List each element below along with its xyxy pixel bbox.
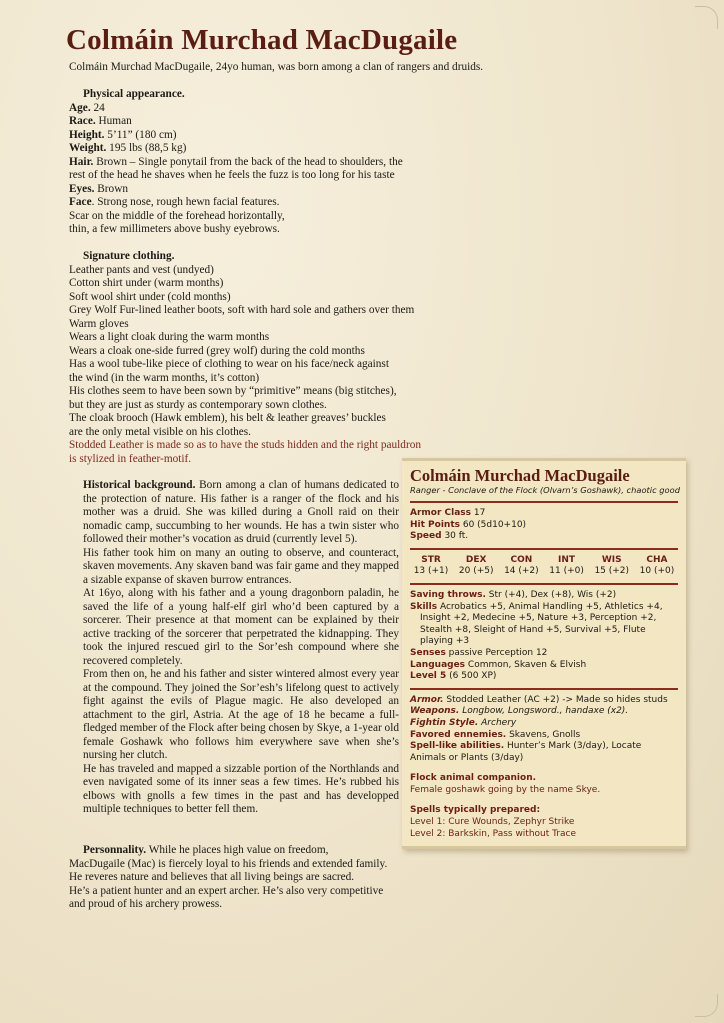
clothing-note-cont: is stylized in feather-motif. [69,452,192,465]
personality-line: and proud of his archery prowess. [69,898,223,910]
clothing-item: but they are just as sturdy as contemporary sown clothes. [69,398,327,411]
personality-line: MacDugaile (Mac) is fiercely loyal to his friends and extended family. [69,857,388,870]
ability-name: DEX [465,554,487,565]
hair-row-cont: rest of the head he shaves when he feels the fuzz is too long for his taste [69,169,395,181]
clothing-item: Has a wool tube-like piece of clothing to wear on his face/neck against [69,358,389,370]
history-paragraph: Historical background. Born among a clan of humans dedicated to the protection of nature. His father is a ranger of the flock and his mother was a druid. She was killed during a Gnoll raid on their nomadic camp, succumbing to her wounds. He has a twin sister who followed their mother’s vocation as druid (currently level 5). [83,479,399,545]
clothing-item: Cotton shirt under (warm months) [69,277,224,289]
fighting-style-row: Fightin Style. Archery [410,717,517,728]
clothing-heading: Signature clothing. [83,250,175,262]
personality-section [69,844,419,912]
divider [410,548,678,550]
ability-value: 13 (+1) [413,566,449,577]
weapons-row: Weapons. Longbow, Longsword., handaxe (x2). [410,706,629,717]
ability-value: 11 (+0) [549,566,584,577]
languages-row: Languages Common, Skaven & Elvish [410,659,587,670]
clothing-item: Leather pants and vest (undyed) [69,263,214,276]
clothing-item: Wears a cloak one-side furred (grey wolf) during the cold months [69,344,365,357]
level-row: Level 5 (6 500 XP) [410,671,497,682]
companion-heading: Flock animal companion. [410,773,537,784]
clothing-item: are the only metal visible on his clothes. [69,425,251,438]
ability-name: WIS [601,554,622,565]
clothing-item: Warm gloves [69,317,129,330]
armor-row: Armor. Stodded Leather (AC +2) -> Made so hides studs [410,694,668,705]
height-row: Height. 5’11” (180 cm) [69,128,177,141]
personality-line: He reveres nature and believes that all living beings are sacred. [69,871,355,883]
physical-section [69,88,403,237]
divider [410,501,678,503]
page-corner-ornament [695,6,718,29]
physical-heading: Physical appearance. [83,88,185,100]
page-title: Colmáin Murchad MacDugaile [66,24,458,56]
scar-row-cont: thin, a few millimeters above bushy eyebrows. [69,223,280,235]
ability-cha [636,555,678,578]
clothing-item: Grey Wolf Fur-lined leather boots, soft with hard sole and gathers over them [69,304,415,316]
ability-name: INT [558,554,576,565]
face-row: Face. Strong nose, rough hewn facial features. [69,196,280,208]
ability-wis [591,555,633,578]
clothing-item: Wears a light cloak during the warm months [69,331,270,343]
ability-dex [455,555,497,578]
skills-row: Skills Acrobatics +5, Animal Handling +5, Athletics +4, Insight +2, Medecine +5, Nature +3, Perception +2, Stealth +8, Sleight of Hand +5, Survival +5, Flute playing +3 [410,601,663,647]
divider [410,583,678,585]
ability-int [546,555,588,578]
stat-block-name: Colmáin Murchad MacDugaile [410,466,630,485]
ability-value: 15 (+2) [594,566,630,577]
companion-text: Female goshawk going by the name Skye. [410,784,601,795]
spells-heading: Spells typically prepared: [410,805,541,816]
history-paragraph: His father took him on many an outing to observe, and counteract, skaven movements. Any skaven band was fair game and they mapped a sizable expanse of skaven burrow entrances. [83,546,399,586]
history-section [69,479,399,817]
ability-str [410,555,452,578]
ability-name: CHA [646,554,668,565]
ability-con [500,555,542,578]
ability-value: 14 (+2) [504,566,539,577]
clothing-list [69,263,415,440]
armor-class-row: Armor Class 17 [410,508,486,518]
clothing-item: His clothes seem to have been sown by “primitive” means (big stitches), [69,385,397,397]
clothing-section [69,250,422,466]
weight-row: Weight. 195 lbs (88,5 kg) [69,142,187,154]
ability-name: CON [510,554,533,565]
race-row: Race. Human [69,115,132,127]
stat-block [402,458,686,849]
ability-name: STR [421,554,441,565]
favored-enemies-row: Favored ennemies. Skavens, Gnolls [410,729,581,740]
senses-row: Senses passive Perception 12 [410,647,548,658]
saving-throws-row: Saving throws. Str (+4), Dex (+8), Wis (+2) [410,589,617,600]
history-paragraph: At 16yo, along with his father and a young dragonborn paladin, he saved the life of a young half-elf girl who’d been captured by a sorcerer. Their presence at that moment can be explained by their active tracking of the sorcerer that perpetrated the kidnapping. They took the injured rescued girl to the Sor’esh compound where she recovered completely. [83,587,399,667]
ability-scores [410,555,678,578]
hair-row: Hair. Brown – Single ponytail from the back of the head to shoulders, the [69,155,403,168]
clothing-item: The cloak brooch (Hawk emblem), his belt & leather greaves’ buckles [69,412,386,424]
clothing-item: the wind (in the warm months, it’s cotton) [69,371,260,384]
scar-row: Scar on the middle of the forehead horizontally, [69,209,285,222]
ability-value: 10 (+0) [639,566,675,577]
personality-line: Personnality. While he places high value on freedom, [83,844,329,856]
intro-text: Colmáin Murchad MacDugaile, 24yo human, was born among a clan of rangers and druids. [69,61,484,73]
divider [410,688,678,690]
history-paragraph: From then on, he and his father and sister wintered almost every year at the compound. They joined the Sor’esh’s lifelong quest to actively fight against the evils of Plague magic. He also developed an attachment to the girl, Astria. At the age of 18 he became a full-fledged member of the Flock after being chosen by Skye, a 1-year old female Goshawk who follows him everywhere save when she’s nursing her clutch. [83,668,399,761]
speed-row: Speed 30 ft. [410,531,469,542]
spells-level-2: Level 2: Barkskin, Pass without Trace [410,828,577,839]
ability-value: 20 (+5) [458,566,494,577]
stat-block-type: Ranger - Conclave of the Flock (Olvarn’s Goshawk), chaotic good [410,485,680,495]
clothing-note: Stodded Leather is made so as to have the studs hidden and the right pauldron [69,439,422,451]
personality-line: He’s a patient hunter and an expert archer. He’s also very competitive [69,884,384,897]
spells-level-1: Level 1: Cure Wounds, Zephyr Strike [410,817,575,828]
eyes-row: Eyes. Brown [69,182,129,195]
history-paragraph: He has traveled and mapped a sizzable portion of the Northlands and even navigated some of its inner seas a few times. He’s rubbed his elbows with gnolls a few times in the past and has developped multiple techniques to better fell them. [83,762,399,815]
hit-points-row: Hit Points 60 (5d10+10) [410,519,527,530]
page-corner-ornament [695,994,718,1017]
age-row: Age. 24 [69,101,105,114]
spell-like-abilities-row: Spell-like abilities. Hunter’s Mark (3/day), Locate Animals or Plants (3/day) [410,741,642,763]
clothing-item: Soft wool shirt under (cold months) [69,290,231,303]
